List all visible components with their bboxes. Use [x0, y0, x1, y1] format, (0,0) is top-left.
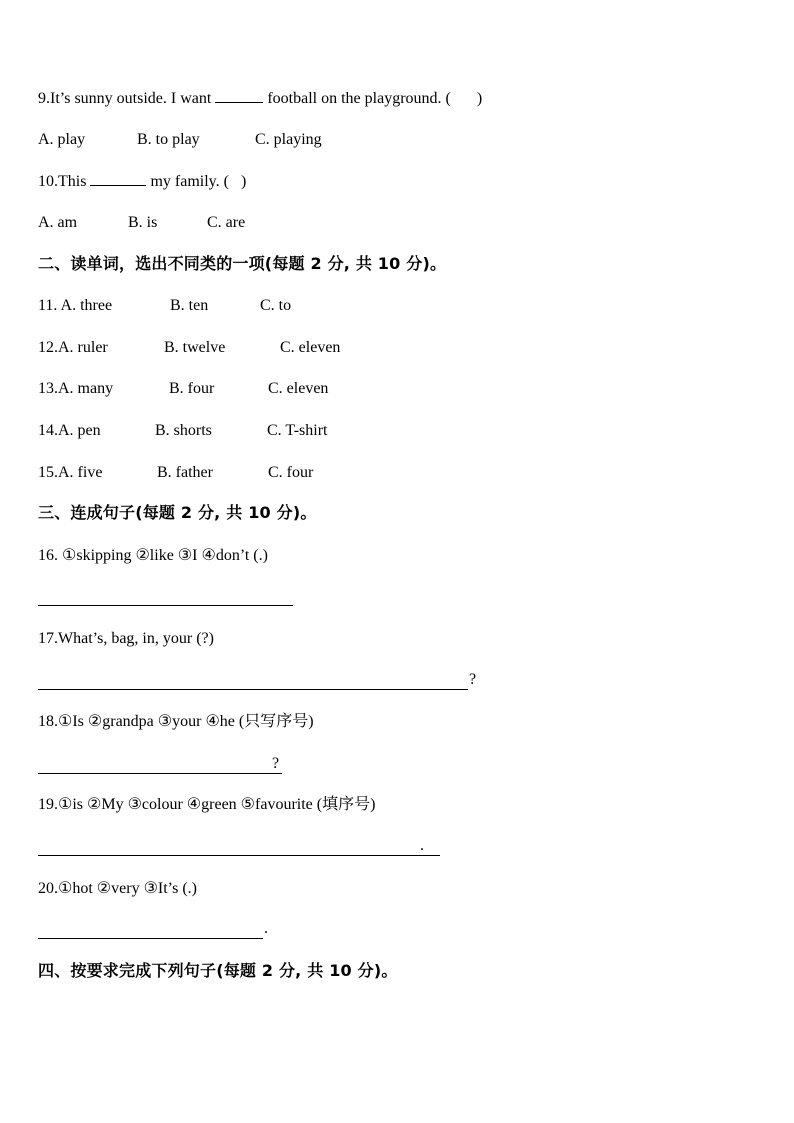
- question-10: [38, 171, 246, 192]
- question-10-close: ): [240, 173, 247, 190]
- question-19-end: .: [420, 837, 424, 854]
- question-18-end: ?: [272, 755, 280, 772]
- question-18: 18.①Is ②grandpa ③your ④he (只写序号): [38, 713, 314, 730]
- question-12: [38, 338, 340, 358]
- question-13: [38, 379, 328, 399]
- question-20-end: .: [264, 920, 268, 937]
- question-19: 19.①is ②My ③colour ④green ⑤favourite (填序号): [38, 796, 376, 813]
- question-9-blank[interactable]: [215, 88, 263, 103]
- option-c[interactable]: C. eleven: [268, 380, 329, 397]
- option-c[interactable]: C. playing: [255, 131, 322, 148]
- question-16: 16. ①skipping ②like ③I ④don’t (.): [38, 547, 268, 564]
- option-a[interactable]: 13.A. many: [38, 380, 114, 397]
- question-10-blank[interactable]: [90, 171, 146, 186]
- option-c[interactable]: C. eleven: [280, 339, 341, 356]
- question-17-answer-line[interactable]: [38, 670, 483, 690]
- question-19-answer-line[interactable]: [38, 836, 443, 856]
- question-20-answer-line[interactable]: [38, 919, 273, 939]
- question-11: [38, 296, 291, 316]
- option-b[interactable]: B. father: [157, 464, 213, 481]
- option-b[interactable]: B. to play: [137, 131, 200, 148]
- question-20: 20.①hot ②very ③It’s (.): [38, 880, 198, 897]
- option-b[interactable]: B. is: [128, 214, 158, 231]
- question-15: [38, 463, 313, 483]
- section-2-heading: 二、读单词，选出不同类的一项(每题 2 分, 共 10 分)。: [38, 254, 447, 273]
- question-9-stem: 9.It’s sunny outside. I want: [38, 90, 212, 107]
- option-b[interactable]: B. shorts: [155, 422, 212, 439]
- question-9-options: [38, 130, 322, 150]
- question-9-close: ): [476, 90, 483, 107]
- option-c[interactable]: C. four: [268, 464, 314, 481]
- question-16-answer-line[interactable]: [38, 586, 298, 606]
- question-14: [38, 421, 327, 441]
- question-17-end: ?: [469, 671, 477, 688]
- option-b[interactable]: B. twelve: [164, 339, 226, 356]
- option-c[interactable]: C. are: [207, 214, 246, 231]
- option-c[interactable]: C. T-shirt: [267, 422, 328, 439]
- option-a[interactable]: 15.A. five: [38, 464, 103, 481]
- option-b[interactable]: B. ten: [170, 297, 209, 314]
- section-3-heading: 三、连成句子(每题 2 分, 共 10 分)。: [38, 503, 317, 522]
- question-9-after: football on the playground. (: [267, 90, 451, 107]
- question-17: 17.What’s, bag, in, your (?): [38, 630, 214, 647]
- option-c[interactable]: C. to: [260, 297, 292, 314]
- option-a[interactable]: 11. A. three: [38, 297, 113, 314]
- question-18-answer-line[interactable]: [38, 754, 288, 774]
- option-b[interactable]: B. four: [169, 380, 215, 397]
- question-10-stem: 10.This: [38, 173, 87, 190]
- question-9: [38, 88, 482, 109]
- question-10-after: my family. (: [150, 173, 229, 190]
- question-10-options: [38, 213, 245, 233]
- option-a[interactable]: 12.A. ruler: [38, 339, 108, 356]
- option-a[interactable]: 14.A. pen: [38, 422, 101, 439]
- option-a[interactable]: A. am: [38, 214, 78, 231]
- option-a[interactable]: A. play: [38, 131, 86, 148]
- section-4-heading: 四、按要求完成下列句子(每题 2 分, 共 10 分)。: [38, 961, 398, 980]
